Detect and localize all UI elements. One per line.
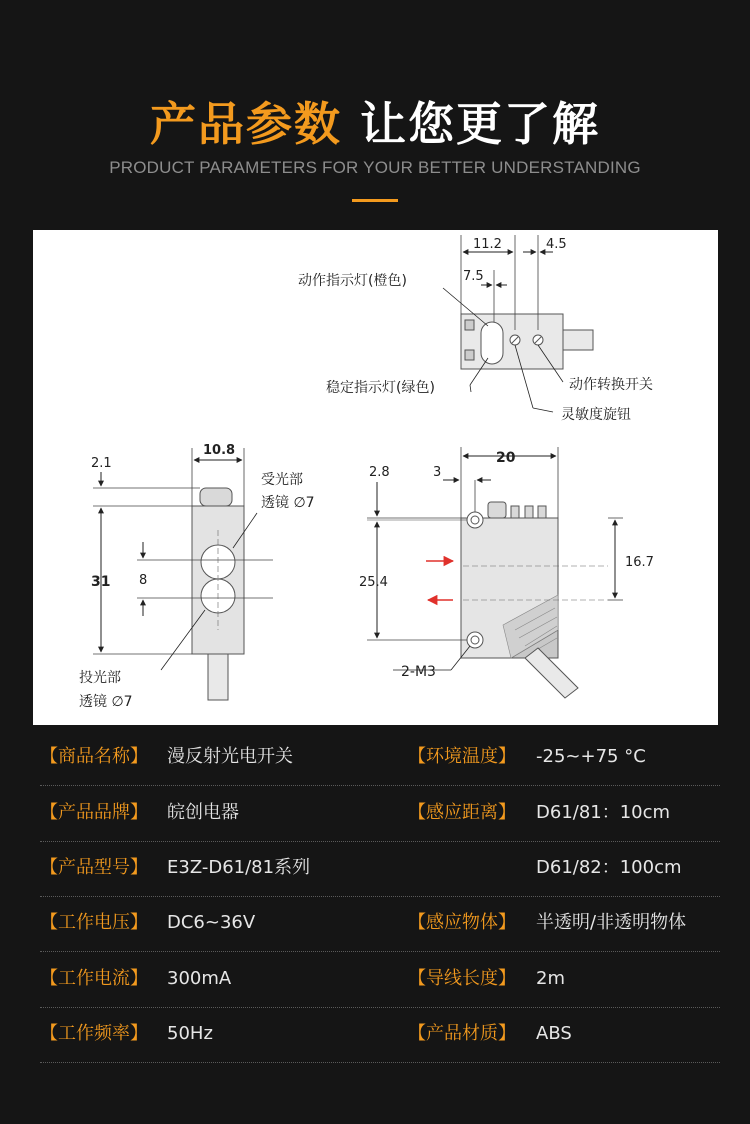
spec-label: 【工作频率】 xyxy=(40,1023,148,1044)
spec-row xyxy=(40,895,720,952)
spec-value: 2m xyxy=(536,968,565,989)
spec-value: DC6~36V xyxy=(167,912,256,933)
spec-label: 【环境温度】 xyxy=(408,746,516,767)
label-operation-indicator: 动作指示灯(橙色) xyxy=(298,273,407,289)
spec-row xyxy=(40,729,720,786)
spec-value: D61/82：100cm xyxy=(536,857,682,878)
spec-value: E3Z-D61/81系列 xyxy=(167,857,311,878)
spec-label: 【感应物体】 xyxy=(408,912,516,933)
spec-label: 【工作电压】 xyxy=(40,912,148,933)
dim-25-4: 25.4 xyxy=(359,575,388,590)
label-emitter-line2: 透镜 ∅7 xyxy=(79,694,133,710)
label-2-m3: 2-M3 xyxy=(401,664,436,680)
dim-10-8: 10.8 xyxy=(203,443,236,458)
dim-2-1: 2.1 xyxy=(91,456,112,471)
spec-row xyxy=(40,1006,720,1063)
dim-4-5: 4.5 xyxy=(546,237,567,252)
title-main: 让您更了解 xyxy=(360,97,600,151)
spec-label: 【工作电流】 xyxy=(40,968,148,989)
dim-8: 8 xyxy=(139,573,148,588)
spec-label: 【商品名称】 xyxy=(40,746,148,767)
label-sensitivity-knob: 灵敏度旋钮 xyxy=(561,407,631,423)
dim-7-5: 7.5 xyxy=(463,269,484,284)
label-stability-indicator: 稳定指示灯(绿色) xyxy=(326,380,435,396)
spec-row xyxy=(40,840,720,897)
spec-value: -25~+75 °C xyxy=(536,746,646,767)
dim-2-8: 2.8 xyxy=(369,465,390,480)
label-emitter-line1: 投光部 xyxy=(79,670,121,686)
spec-label: 【产品品牌】 xyxy=(40,802,148,823)
spec-value: ABS xyxy=(536,1023,572,1044)
dimension-diagram xyxy=(33,230,718,725)
spec-value: 300mA xyxy=(167,968,232,989)
spec-row xyxy=(40,785,720,842)
title-accent: 产品参数 xyxy=(150,97,342,151)
spec-row xyxy=(40,951,720,1008)
top-view xyxy=(298,235,653,423)
spec-value: D61/81：10cm xyxy=(536,802,671,823)
front-view xyxy=(79,443,315,710)
dim-16-7: 16.7 xyxy=(625,555,654,570)
spec-value: 漫反射光电开关 xyxy=(167,746,293,767)
spec-value: 皖创电器 xyxy=(167,802,239,823)
dim-3: 3 xyxy=(433,465,442,480)
dim-31: 31 xyxy=(91,574,111,590)
spec-label: 【产品型号】 xyxy=(40,857,148,878)
label-mode-switch: 动作转换开关 xyxy=(569,377,653,393)
label-receiver-line2: 透镜 ∅7 xyxy=(261,495,315,511)
label-receiver-line1: 受光部 xyxy=(261,472,303,488)
dim-11-2: 11.2 xyxy=(473,237,502,252)
page-subtitle: PRODUCT PARAMETERS FOR YOUR BETTER UNDERSTANDING xyxy=(109,158,641,177)
spec-value: 50Hz xyxy=(167,1023,213,1044)
spec-label: 【产品材质】 xyxy=(408,1023,516,1044)
spec-label: 【导线长度】 xyxy=(408,968,516,989)
title-divider xyxy=(352,199,398,202)
dim-20: 20 xyxy=(496,450,516,466)
spec-label: 【感应距离】 xyxy=(408,802,516,823)
side-view xyxy=(359,447,654,698)
page-title xyxy=(0,88,750,154)
spec-value: 半透明/非透明物体 xyxy=(536,912,687,933)
